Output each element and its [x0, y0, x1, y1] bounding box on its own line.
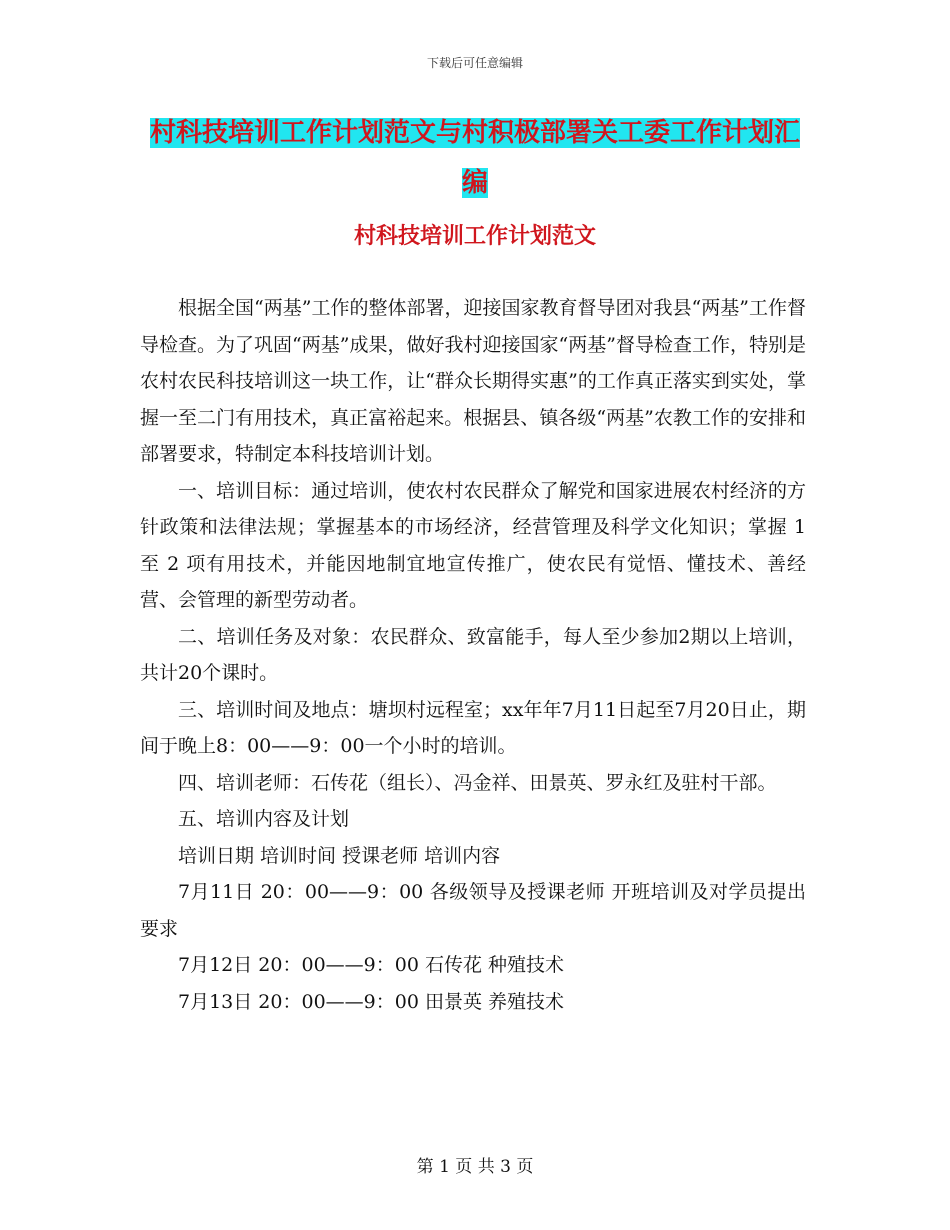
paragraph-teachers: 四、培训老师：石传花（组长）、冯金祥、田景英、罗永红及驻村干部。 [178, 771, 777, 794]
paragraph-goal: 一、培训目标：通过培训，使农村农民群众了解党和国家进展农村经济的方针政策和法律法规；掌握基本的市场经济，经营管理及科学文化知识；掌握 1 至 2 项有用技术，并能因地制宜地宣传推广，使农民有觉悟、懂技术、善经营、会管理的新型劳动者。 [140, 479, 806, 611]
schedule-row: 7月11日 20：00——9：00 各级领导及授课老师 开班培训及对学员提出要求 [140, 881, 806, 940]
paragraph-time-place: 三、培训时间及地点：塘坝村远程室；xx年年7月11日起至7月20日止，期间于晚上8：00——9：00一个小时的培训。 [140, 698, 806, 757]
schedule-header: 培训日期 培训时间 授课老师 培训内容 [178, 844, 501, 867]
document-body [140, 290, 806, 1020]
section-title: 村科技培训工作计划范文 [353, 223, 596, 249]
schedule-row: 7月12日 20：00——9：00 石传花 种殖技术 [178, 954, 565, 976]
page-number: 第 1 页 共 3 页 [416, 1157, 534, 1177]
schedule-row: 7月13日 20：00——9：00 田景英 养殖技术 [178, 990, 565, 1013]
paragraph-task: 二、培训任务及对象：农民群众、致富能手，每人至少参加2期以上培训，共计20个课时。 [140, 625, 806, 684]
document-title-text: 村科技培训工作计划范文与村积极部署关工委工作计划汇编 [149, 118, 800, 198]
paragraph-plan-heading: 五、培训内容及计划 [178, 808, 350, 830]
paragraph-intro: 根据全国“两基”工作的整体部署，迎接国家教育督导团对我县“两基”工作督导检查。为了巩固“两基”成果，做好我村迎接国家“两基”督导检查工作，特别是农村农民科技培训这一块工作，让“群众长期得实惠”的工作真正落实到实处，掌握一至二门有用技术，真正富裕起来。根据县、镇各级“两基”农教工作的安排和部署要求，特制定本科技培训计划。 [140, 297, 806, 465]
document-title [140, 108, 810, 208]
header-note: 下载后可任意编辑 [426, 56, 523, 70]
